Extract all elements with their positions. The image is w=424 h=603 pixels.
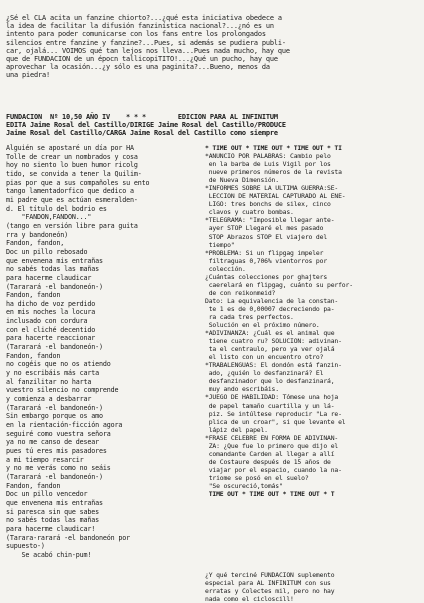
time-out-line: *FRASE CELEBRE EN FORMA DE ADIVINAN- [205,433,339,442]
time-out-line: ta el centraulo, pero ya ver ojalá [205,345,335,354]
time-out-line: viajar por el espacio, cuando la na- [205,465,342,474]
time-out-line: Solución en el próximo número. [205,321,320,330]
time-out-line: tiempo" [205,240,235,249]
tango-line: supuesto-) [6,542,45,551]
time-out-line: piz. Se intúltese reproducir "La re- [205,409,342,418]
tango-line: mi padre que es actúan esmeralden- [6,195,138,204]
time-out-line: de con reikonmeid? [205,288,276,297]
tango-line: pues tú eres mis pasadores [6,446,107,455]
time-out-banner-end: TIME OUT * TIME OUT * TIME OUT * T [205,490,335,499]
time-out-line: plica de un croar", si que levante el [205,417,346,426]
closing-note [205,571,423,603]
tango-line: tido, se convida a tener la Quilim- [6,169,142,178]
tango-column [6,144,206,560]
tango-line: Doc un pillo rebosado [6,247,88,256]
tango-line: Alguién se apostaré un día por HA [6,144,134,152]
tango-line: no sabés todas las mañas [6,516,100,525]
time-out-line: ZA: ¿Que fue lo primero que dijo el [205,441,339,450]
tango-line: (tango en versión libre para guita [6,221,138,230]
time-out-line: *TELEGRAMA: "Imposible llegar ante- [205,216,335,225]
time-out-line: el listo con un encuentro otro? [205,353,324,362]
tango-line: (Tarara-rarará -el bandoneón por [6,533,131,542]
closing-line: nada como el cicloscill! [205,595,294,603]
masthead [6,113,420,138]
tango-line: y comienza a desbarrar [6,395,92,404]
closing-line: erratas y Colectes mil, pero no hay [205,587,335,596]
intro-line: la idea de facilitar la difusión fanzinística nacional?...¿nó es un [6,22,274,31]
masthead-credits: EDITA Jaime Rosal del Castillo/DIRIGE Jaime Rosal del Castillo/PRODUCE [6,121,286,130]
tango-line: no sabés todas las mañas [6,265,100,274]
time-out-line: ra cada tres perfectos. [205,312,294,321]
tango-line: Fandon, fandon [6,351,61,360]
time-out-line: te 1 es de 0,00007 decreciendo pa- [205,304,335,313]
time-out-line: *TRABALENGUAS: El dondón está fanzin- [205,361,342,370]
time-out-line: LECCION DE MATERIAL CAPTURADO AL ENE- [205,192,346,201]
tango-line: en mis noches la locura [6,308,96,317]
time-out-line: de papel tamaño cuartilla y un lá- [205,401,335,410]
closing-line: especial para AL INFINITUM con sus [205,579,331,588]
tango-line: que envenena mis entrañas [6,256,103,265]
intro-paragraph [6,14,418,80]
tango-line: pias por que a sus compañoles su ento [6,178,150,187]
tango-line: (Tararará -el bandoneón-) [6,403,103,412]
tango-line: "FANDON,FANDON..." [6,213,92,222]
time-out-line: lápiz del papel. [205,425,268,434]
intro-line: silencios entre fanzine y fanzine?...Pues, si además se pudiera publi- [6,38,286,47]
tango-line: Tolle de crear un nombrados y cosa [6,152,138,161]
time-out-line: en la barba de Luis Vigil por los [205,160,331,169]
time-out-line: ayer STOP Llegaré el mes pasado [205,224,324,233]
tango-line: que envenena mis entrañas [6,498,103,507]
time-out-line: clavos y cuatro bombas. [205,208,294,217]
tango-line: para hacerte reaccionar [6,334,96,343]
tango-line: vuestro silencio no comprende [6,386,119,395]
tango-line: (Tararará -el bandoneón-) [6,343,103,352]
intro-line: que de FUNDACION de un épocn tallicopiTITO!...¿Qué un pucho, hay que [6,55,278,64]
tango-line: Fandon, fandon [6,291,61,300]
tango-line: Fandon, fandon, [6,239,65,248]
time-out-line: caerelará en flipgag, cuánto su perfor- [205,280,353,289]
tango-line: Doc un pillo vencedor [6,490,88,499]
time-out-column [205,144,423,498]
tango-line: tango lamentadorfico que dedico a [6,187,134,196]
tango-line: en la rientación-ficción agora [6,421,123,429]
time-out-line: *INFORMES SOBRE LA ULTIMA GUERRA:SE- [205,184,339,193]
time-out-line: ado, ¿quién lo desfanzinará? El [205,369,324,378]
tango-line: para hacerme claudicar! [6,524,96,533]
tango-line: no cogéis que no os atiendo [6,360,111,369]
tango-line: Fandon, fandon [6,481,61,490]
intro-line: car, ojalá... VOIMOS qué tan lejos nos lleva...Pues nada mucho, hay que [6,46,290,55]
tango-line: Sin embargo porque os amo [6,412,103,421]
tango-line: y no escribáis más carta [6,369,100,378]
tango-line: ya no me canso de desear [6,438,100,447]
tango-line: (Tararará -el bandoneón-) [6,282,103,291]
masthead-credits: Jaime Rosal del Castillo/CARGA Jaime Rosal del Castillo como siempre [6,129,278,138]
masthead-title: FUNDACION Nº 10,50 AÑO IV * * * EDICION PARA AL INFINITUM [6,113,278,121]
tango-line: Se acabó chin-pum! [6,550,92,559]
time-out-line: *PROBLEMA: Si un flipgag impeler [205,248,324,257]
time-out-line: triome se posó en el suelo? [205,473,309,482]
tango-line: al fanzilitar no harta [6,377,92,386]
time-out-line: *ANUNCIO POR PALABRAS: Cambio pelo [205,152,331,161]
intro-line: ¿Sé el CLA acita un fanzine chiorto?...¿qué esta iniciativa obedece a [6,14,282,22]
time-out-line: colección. [205,264,246,273]
time-out-line: * TIME OUT * TIME OUT * TIME OUT * TI [205,144,342,152]
time-out-line: ¿Cuántas colecciones por ghajters [205,272,328,281]
time-out-line: "Se oscureció,tomás" [205,481,283,490]
time-out-line: filtraguas 0,706% vientorros por [205,256,328,265]
tango-line: ha dicho de voz perdido [6,299,96,308]
tango-line: seguiré como vuestra señora [6,429,111,438]
time-out-line: de Nueva Dimensión. [205,176,279,185]
time-out-line: tiene cuatro ru? SOLUCION: adivinan- [205,337,342,346]
tango-line: inclusado con cordura [6,317,88,326]
tango-line: (Tararará -el bandoneón-) [6,472,103,481]
time-out-line: muy ando escribáis. [205,385,279,394]
tango-line: rra y bandoneón) [6,230,69,239]
time-out-line: comandante Carden al llegar a allí [205,449,335,458]
tango-line: si paresca sin que sabes [6,507,100,516]
tango-line: a mi tiempo resarcir [6,455,84,464]
time-out-line: desfanzinador que lo desfanzinará, [205,377,335,386]
tango-line: d. El título del bodrio es [6,204,107,213]
time-out-line: *JUEGO DE HABILIDAD: Tómese una hoja [205,393,339,402]
time-out-line: LIGO: tres bonchs de silex, cinco [205,200,331,209]
time-out-line: de Costaure después de 15 años de [205,457,331,466]
intro-line: una piedra! [6,71,50,80]
time-out-line: Dato: La equivalencia de la constan- [205,296,339,305]
time-out-line: *ADIVINANZA: ¿Cuál es el animal que [205,329,335,338]
tango-line: y no me verás como no seáis [6,464,111,473]
intro-line: aprovechar la ocasión...¿y sólo es una paginita?...Bueno, menos da [6,63,270,72]
closing-line: ¿Y qué terciné FUNDACION suplemento [205,571,335,579]
tango-line: con el cliché decentido [6,325,96,334]
time-out-line: STOP Abrazos STOP El viajero del [205,232,328,241]
time-out-line: nueve primeros números de la revista [205,168,342,177]
tango-line: hoy no siento lo buen humor ricolg [6,161,138,170]
tango-line: para hacerme claudicar [6,273,92,282]
intro-line: intento para poder comunicarse con los fans entre los prolongados [6,30,266,39]
